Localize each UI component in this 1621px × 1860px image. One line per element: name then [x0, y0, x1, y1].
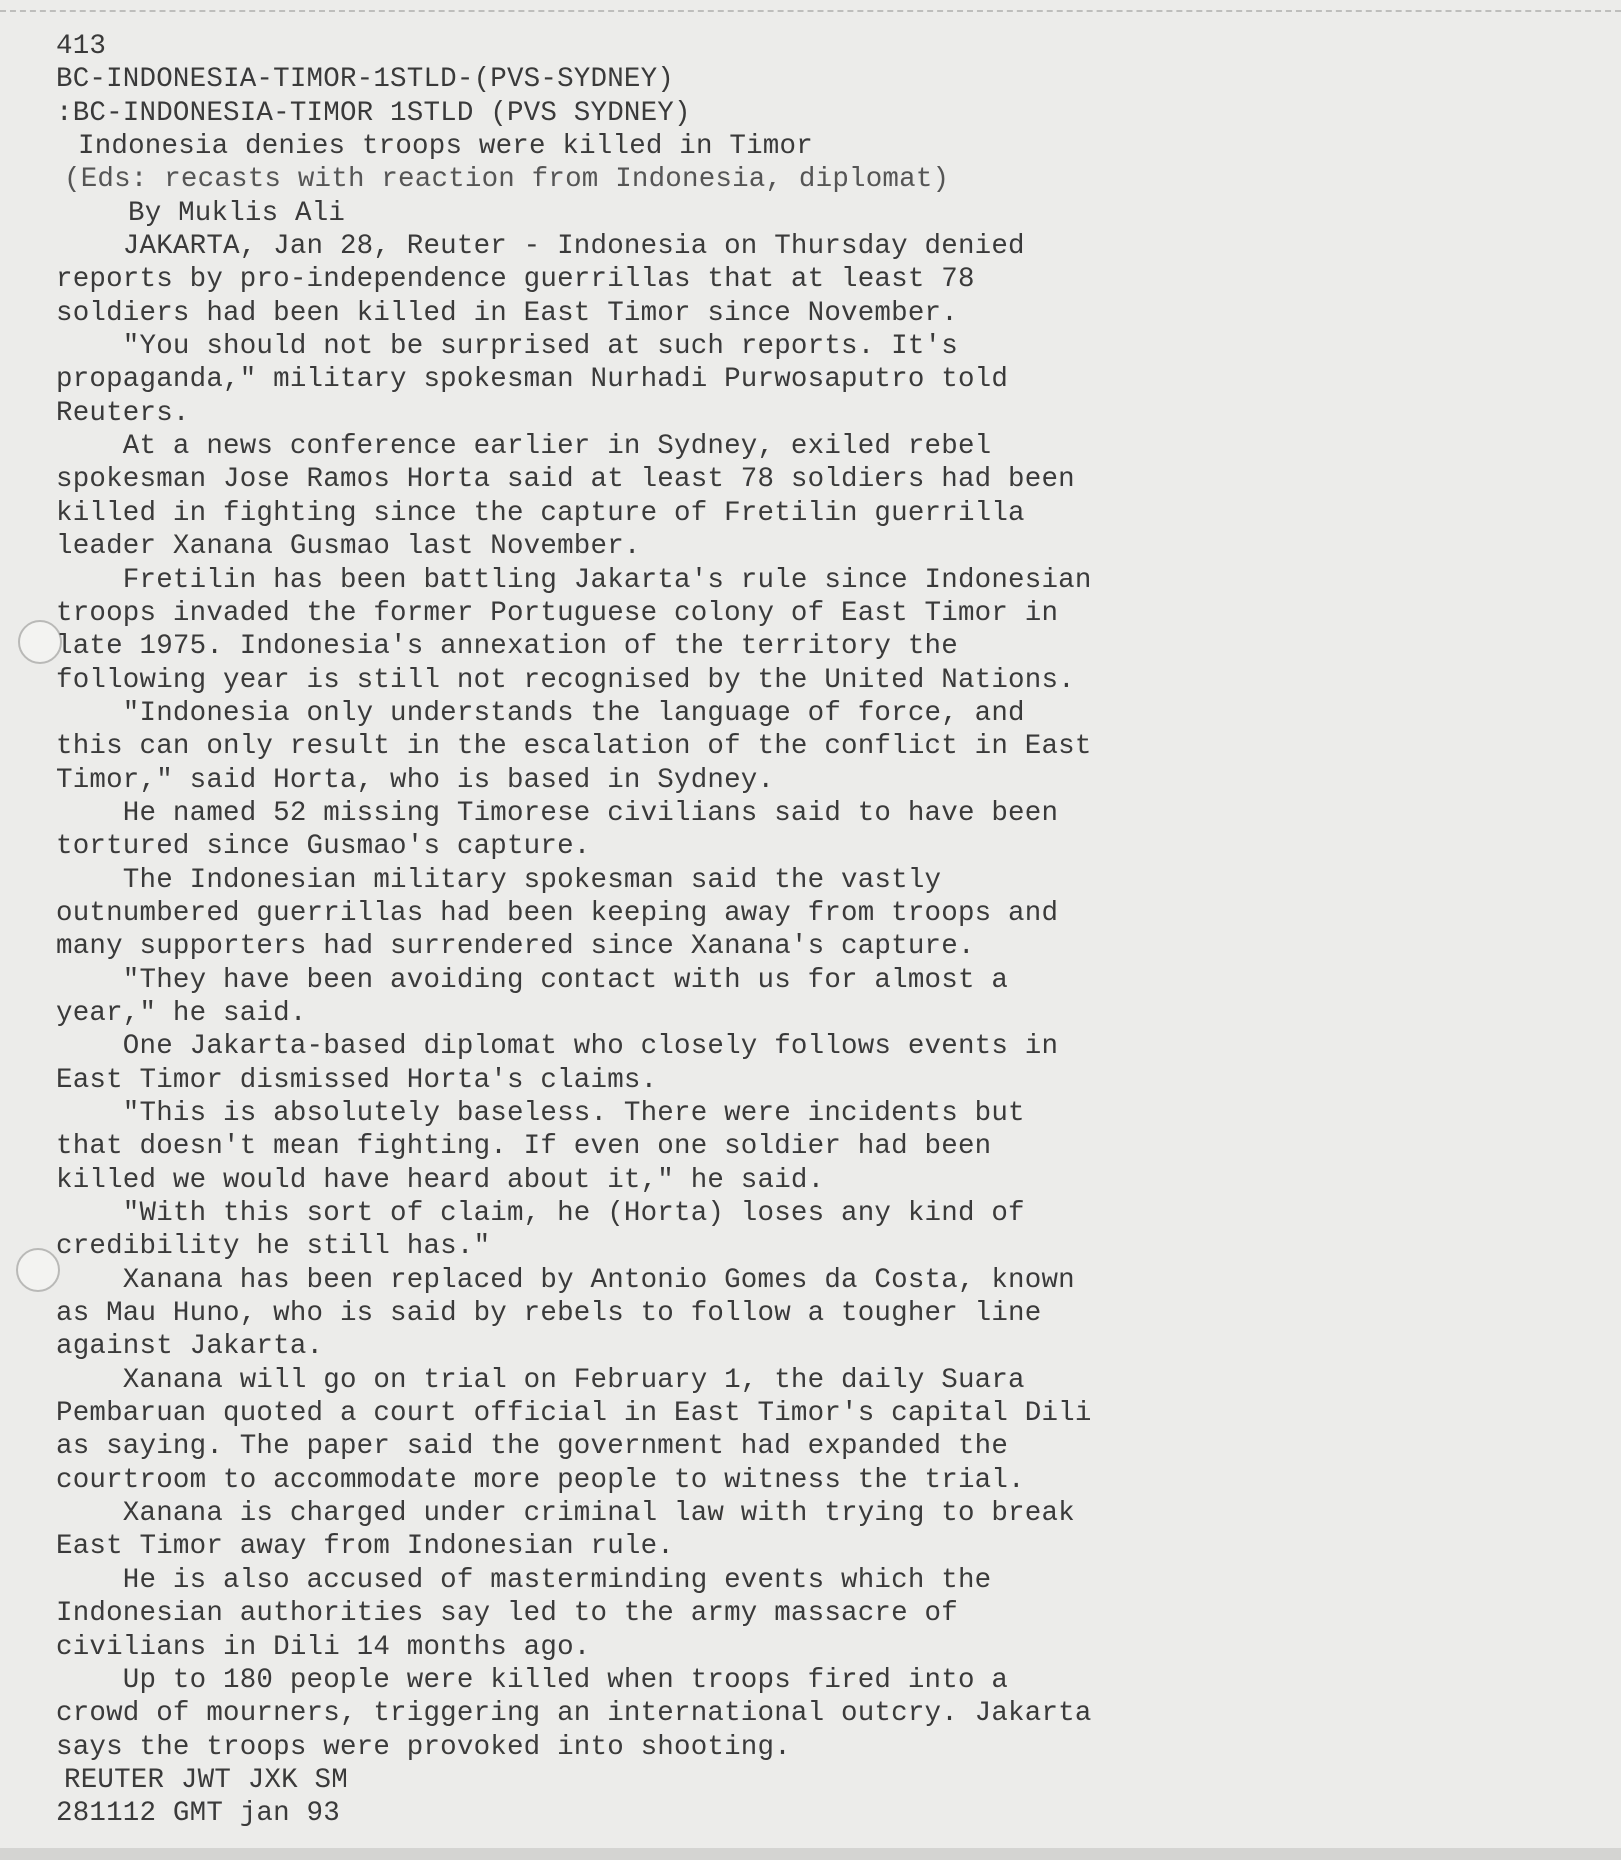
body-line: outnumbered guerrillas had been keeping away from troops and: [56, 897, 1059, 929]
body-line: as Mau Huno, who is said by rebels to follow a tougher line: [56, 1298, 1042, 1330]
body-line: He is also accused of masterminding events which the: [56, 1564, 992, 1596]
body-line: "They have been avoiding contact with us for almost a: [56, 964, 1009, 996]
body-line: soldiers had been killed in East Timor since November.: [56, 297, 958, 329]
body-line: "You should not be surprised at such reports. It's: [56, 331, 958, 363]
body-line: this can only result in the escalation of the conflict in East: [56, 731, 1092, 763]
body-line: tortured since Gusmao's capture.: [56, 831, 591, 863]
body-line: killed in fighting since the capture of Fretilin guerrilla: [56, 497, 1025, 529]
body-line: that doesn't mean fighting. If even one soldier had been: [56, 1131, 992, 1163]
story-body: [56, 230, 1556, 1764]
body-line: says the troops were provoked into shooting.: [56, 1731, 791, 1763]
timestamp: 281112 GMT jan 93: [56, 1798, 340, 1830]
body-line: late 1975. Indonesia's annexation of the territory the: [56, 631, 958, 663]
body-line: Timor," said Horta, who is based in Sydney.: [56, 764, 775, 796]
story-slug: BC-INDONESIA-TIMOR-1STLD-(PVS-SYDNEY): [56, 64, 674, 96]
body-line: He named 52 missing Timorese civilians said to have been: [56, 797, 1059, 829]
body-line: East Timor dismissed Horta's claims.: [56, 1064, 658, 1096]
body-line: propaganda," military spokesman Nurhadi Purwosaputro told: [56, 364, 1009, 396]
body-line: as saying. The paper said the government had expanded the: [56, 1431, 1009, 1463]
top-dashed-rule: [0, 10, 1621, 12]
body-line: leader Xanana Gusmao last November.: [56, 531, 641, 563]
body-line: civilians in Dili 14 months ago.: [56, 1631, 591, 1663]
body-line: The Indonesian military spokesman said the vastly: [56, 864, 942, 896]
body-line: "Indonesia only understands the language of force, and: [56, 697, 1025, 729]
body-line: Reuters.: [56, 397, 190, 429]
body-line: "This is absolutely baseless. There were incidents but: [56, 1098, 1025, 1129]
body-line: Xanana will go on trial on February 1, the daily Suara: [56, 1364, 1025, 1396]
body-line: spokesman Jose Ramos Horta said at least 78 soldiers had been: [56, 464, 1075, 496]
body-line: Indonesian authorities say led to the army massacre of: [56, 1598, 958, 1630]
body-line: East Timor away from Indonesian rule.: [56, 1531, 674, 1563]
body-line: Up to 180 people were killed when troops fired into a: [56, 1664, 1009, 1696]
body-line: troops invaded the former Portuguese colony of East Timor in: [56, 597, 1059, 629]
body-line: crowd of mourners, triggering an international outcry. Jakarta: [56, 1698, 1092, 1730]
body-line: many supporters had surrendered since Xanana's capture.: [56, 931, 975, 963]
body-line: One Jakarta-based diplomat who closely follows events in: [56, 1031, 1059, 1063]
body-line: Xanana is charged under criminal law with trying to break: [56, 1498, 1075, 1530]
body-line: credibility he still has.": [56, 1231, 491, 1263]
headline: Indonesia denies troops were killed in Timor: [78, 131, 813, 163]
byline: By Muklis Ali: [128, 197, 346, 229]
body-line: "With this sort of claim, he (Horta) loses any kind of: [56, 1198, 1025, 1230]
body-line: Xanana has been replaced by Antonio Gomes da Costa, known: [56, 1264, 1075, 1296]
body-line: against Jakarta.: [56, 1331, 324, 1363]
body-line: Pembaruan quoted a court official in East Timor's capital Dili: [56, 1398, 1092, 1430]
body-line: year," he said.: [56, 997, 307, 1029]
body-line: courtroom to accommodate more people to witness the trial.: [56, 1464, 1025, 1496]
body-line: following year is still not recognised by the United Nations.: [56, 664, 1075, 696]
punch-hole-icon: [16, 1248, 60, 1292]
story-number: 413: [56, 31, 107, 62]
page-bottom-edge: [0, 1848, 1621, 1860]
body-line: killed we would have heard about it," he said.: [56, 1164, 825, 1196]
story-slug-alt: :BC-INDONESIA-TIMOR 1STLD (PVS SYDNEY): [56, 97, 691, 129]
signoff: REUTER JWT JXK SM: [64, 1764, 348, 1796]
wire-story: [56, 30, 1556, 1831]
body-line: At a news conference earlier in Sydney, exiled rebel: [56, 431, 992, 463]
body-line: reports by pro-independence guerrillas that at least 78: [56, 264, 975, 296]
body-line: Fretilin has been battling Jakarta's rule since Indonesian: [56, 564, 1092, 596]
body-line: JAKARTA, Jan 28, Reuter - Indonesia on Thursday denied: [56, 231, 1025, 263]
editors-note: (Eds: recasts with reaction from Indonesia, diplomat): [64, 164, 950, 196]
